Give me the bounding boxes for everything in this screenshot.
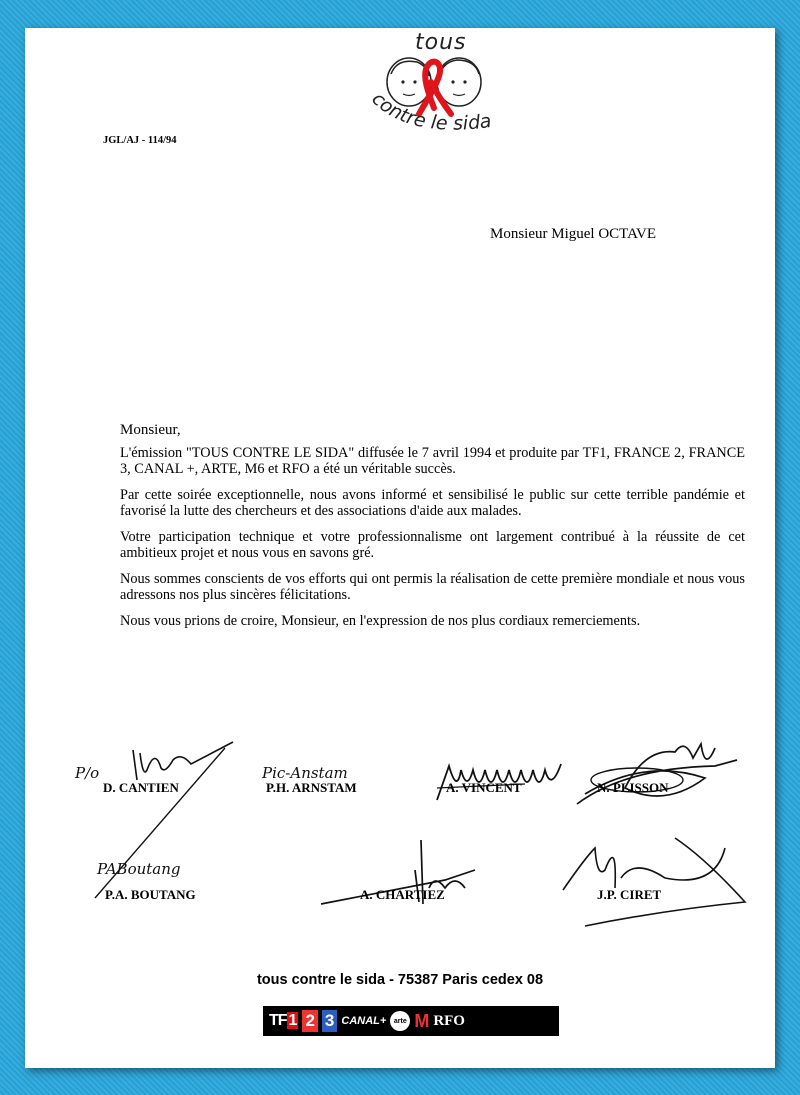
logo-text-contre-le-sida: contre le sida bbox=[367, 87, 493, 135]
signatures-graphic-row2 bbox=[25, 818, 775, 938]
signature-arnstam-text: Pic-Anstam bbox=[262, 764, 348, 782]
paragraph: Nous sommes conscients de vos efforts qui ont permis la réalisation de cette première mondiale et nous vous adressons nos plus sincères félicitations. bbox=[120, 571, 745, 603]
signatory-name: J.P. CIRET bbox=[597, 887, 662, 902]
paragraph: Nous vous prions de croire, Monsieur, en l'expression de nos plus cordiaux remerciements. bbox=[120, 613, 641, 629]
footer-address: tous contre le sida - 75387 Paris cedex 08 bbox=[256, 972, 544, 988]
arte-logo: arte bbox=[390, 1011, 410, 1031]
canal-plus-logo: CANAL+ bbox=[341, 1015, 387, 1027]
tous-contre-le-sida-logo bbox=[357, 30, 507, 150]
paragraph: Votre participation technique et votre professionnalisme ont largement contribué à la réussite de cet ambitieux projet et nous vous en savons gré. bbox=[120, 529, 745, 561]
letter-page bbox=[25, 28, 775, 1068]
paragraph: Par cette soirée exceptionnelle, nous avons informé et sensibilisé le public sur cette terrible pandémie et favorisé la lutte des chercheurs et des associations d'aide aux malades. bbox=[120, 487, 745, 519]
signature-boutang-text: PABoutang bbox=[97, 860, 181, 878]
signatory-name: D. CANTIEN bbox=[103, 780, 179, 795]
reference-number: JGL/AJ - 114/94 bbox=[103, 135, 177, 146]
signature-po-text: P/o bbox=[75, 764, 100, 782]
letter-body bbox=[120, 446, 745, 641]
salutation: Monsieur, bbox=[120, 422, 181, 438]
signatory-name: A. VINCENT bbox=[446, 780, 522, 795]
m6-logo: M bbox=[414, 1010, 430, 1031]
tf1-logo: TF 1 bbox=[269, 1012, 297, 1029]
rfo-logo: RFO bbox=[433, 1012, 465, 1029]
addressee: Monsieur Miguel OCTAVE bbox=[490, 226, 657, 242]
signatory-name: P.A. BOUTANG bbox=[105, 887, 196, 902]
channel-logos-bar bbox=[263, 1006, 559, 1036]
signatory-name: P.H. ARNSTAM bbox=[266, 780, 357, 795]
signatory-name: A. CHARTIEZ bbox=[360, 887, 445, 902]
svg-text:contre le sida bbox=[367, 88, 492, 135]
logo-text-tous: tous bbox=[415, 30, 467, 55]
signatory-name: N. PLISSON bbox=[597, 780, 669, 795]
france3-logo: 3 bbox=[322, 1010, 337, 1032]
paragraph: L'émission "TOUS CONTRE LE SIDA" diffusée le 7 avril 1994 et produite par TF1, FRANCE 2, FRANCE 3, CANAL +, ARTE, M6 et RFO a été un véritable succès. bbox=[120, 445, 745, 477]
france2-logo: 2 bbox=[302, 1010, 317, 1032]
logo-text-arc bbox=[357, 30, 517, 150]
